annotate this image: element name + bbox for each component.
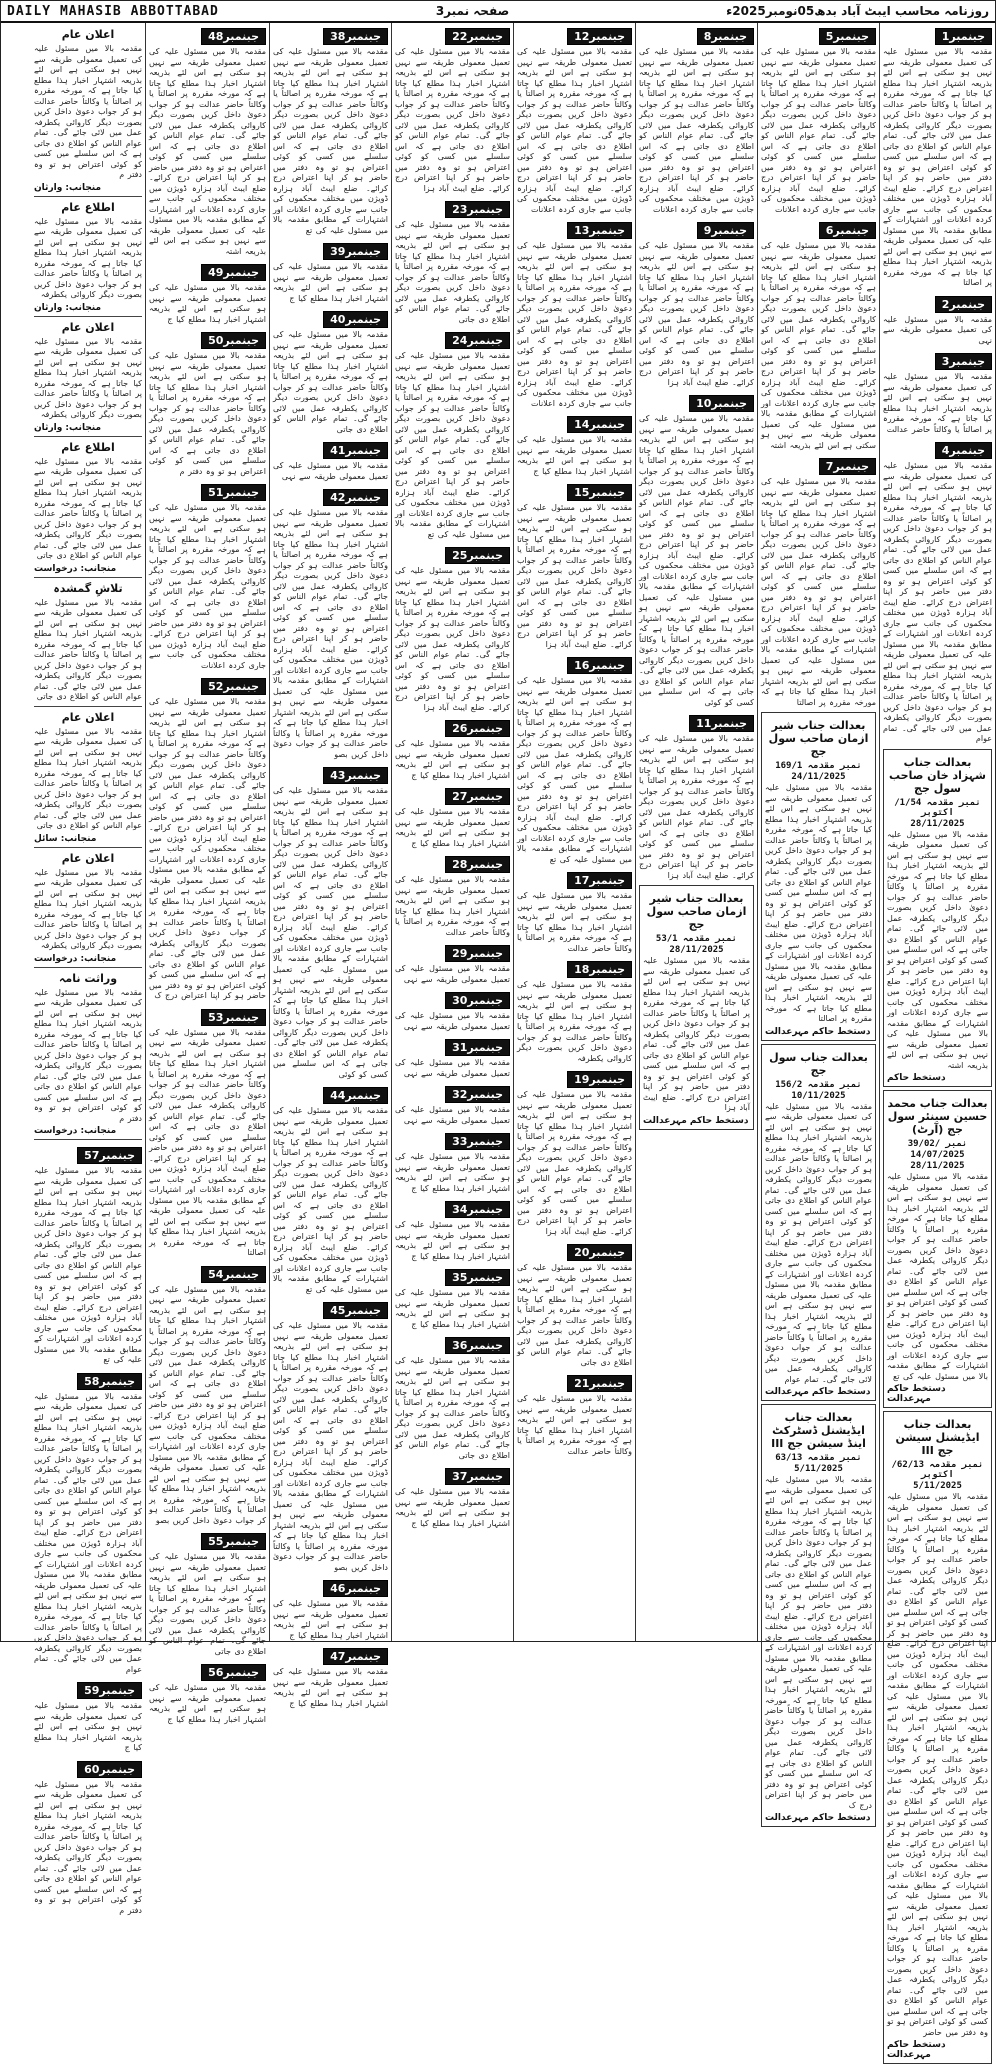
case-meta: نمبر مقدمہ 1/54/اکتوبر <box>894 797 981 818</box>
ad-number-label: جبنمبر13 <box>567 222 632 239</box>
ad-body-text: مقدمہ بالا میں مسئول علیہ کی تعمیل معمولی طریقہ سے نہیں ہو سکتی ہے اس لئے بذریعہ اشتہار اخبار ہذا مطلع کیا جاتا ہے کہ مورخہ مقررہ پر اصالتاً یا وکالتاً حاضر عدالت ہو کر جواب دعویٰ داخل کریں بصورت دیگر کاروائی یکطرفہ عمل میں لائی جائے گی۔ تمام عوام الناس کو اطلاع دی جاتی ہے کہ اس سلسلے میں کسی کو کوئی اعتراض ہو تو وہ دفتر میں حاضر ہو کر اپنا اعتراض درج کرائے۔ ضلع ایبٹ آباد ہزارہ ڈویژن میں مختلف محکموں کی جانب سے جاری کردہ اعلانات اور اشتہارات کے مطابق مقدمہ بالا میں مسئول علیہ کی تعمیل معمولی طریقہ سے نہیں ہو سکتی ہے اس لئے بذریعہ اشتہار اخبار ہذا مطلع کیا جاتا ہے کہ مورخہ مقررہ پر اصالتاً یا وکالتاً حاضر عدالت ہو کر جواب دعویٰ داخل کریں بصو <box>149 1284 266 1525</box>
ad-number-label: جبنمبر51 <box>201 484 266 501</box>
case-meta: 10/11/2025 <box>791 1090 846 1101</box>
case-meta: 14/07/2025 <box>910 1150 965 1160</box>
classified-ad <box>273 25 388 236</box>
ad-number-label: جبنمبر33 <box>445 1133 510 1150</box>
notice-body-text: مقدمہ بالا میں مسئول علیہ کی تعمیل معمولی طریقہ سے نہیں ہو سکتی ہے اس لئے بذریعہ اشتہار اخبار ہذا مطلع کیا جاتا ہے کہ مورخہ مقررہ پر اصالتاً یا وکالتاً حاضر عدالت ہو کر جواب دعویٰ داخل کریں بصورت دیگر کاروائی یکطرفہ عمل میں لائی جائے گی۔ تمام عوام الناس کو اطلاع دی جاتی ہے کہ اس سلسلے میں کسی کو کوئی اعتراض ہو تو وہ دفتر م <box>34 44 142 179</box>
divider <box>34 577 142 578</box>
ad-body-text: مقدمہ بالا میں مسئول علیہ کی تعمیل معمولی طریقہ سے نہیں ہو سکتی ہے اس لئے بذریعہ اشتہار اخبار ہذا مطلع کیا جاتا ہے کہ مورخہ مقررہ پر اصالتاً یا وکالتاً حاضر عدالت ہو کر جواب دعویٰ داخل کریں بصورت دیگر کاروائی یکطرفہ عمل میں لائی جائے گی۔ تمام عوام الناس کو اطلاع دی جاتی ہے کہ اس سلسلے میں کسی کو کوئی اعتراض ہو تو وہ دفتر میں حاضر ہو کر اپنا اعتراض درج کرائے۔ ضلع ایبٹ آباد ہزارہ ڈویژن میں مختلف محکموں کی جانب سے جاری کردہ اعلانات اور اشتہارات کے مطابق مقدمہ بالا میں مسئول علیہ کی تعمیل معمولی طریقہ سے نہیں ہو سکتی ہے اس لئے بذریعہ اشتہ <box>761 241 876 450</box>
notice-title: اعلان عام <box>61 710 115 724</box>
classified-ad <box>395 329 510 540</box>
classified-ad <box>517 1372 632 1457</box>
public-notice <box>34 711 142 848</box>
ad-body-text: مقدمہ بالا میں مسئول علیہ کی تعمیل معمولی طریقہ سے نہیں ہو سکتی ہے اس لئے بذریعہ اشتہار اخبار ہذا مطلع کیا جاتا ہے کہ مورخہ مقررہ پر اصالتاً یا وکالتاً حاضر عدالت ہو کر جواب دعویٰ داخل کریں بصورت دیگر کاروائی یکطرفہ عمل میں لائی جائے گی۔ تمام عوام الناس کو اطلاع دی جاتی ہے کہ اس سلسلے میں کسی کو کوئی اعتراض ہو تو وہ دفتر میں حاضر ہو کر اپنا اعتراض درج کرائے۔ ضلع ایبٹ آباد ہزارہ ڈویژن میں مختلف محکموں کی جانب سے جاری کردہ اعلانات اور اشتہارات کے مطابق مقدمہ بالا میں مسئول علیہ کی تعمیل معمولی طریقہ سے نہیں ہو سکتی ہے اس لئے بذریعہ اشتہار اخبار ہذا مطلع کیا جاتا ہے کہ مورخہ مقررہ پر اصالتاً یا وکالتاً حاضر عدالت ہو کر جواب دعویٰ داخل کریں بصورت دیگر کاروائی یکطرفہ عمل میں لائی جائے گی۔ تمام عوام <box>34 1391 142 1674</box>
divider <box>34 1139 142 1140</box>
court-notice <box>761 712 876 1041</box>
classified-ad <box>395 25 510 194</box>
ad-body-text: مقدمہ بالا میں مسئول علیہ کی تعمیل معمولی طریقہ سے نہیں ہو سکتی ہے اس لئے بذریعہ اشتہار اخبار ہذا مطلع کیا جاتا ہے کہ مورخہ مقررہ پر اصالتاً یا وکالتاً حاضر عدالت ہو کر جواب دعویٰ داخل کریں بصورت دیگر کاروائی یکطرفہ عمل میں لائی جائے گی۔ تمام عوام الناس کو اطلاع دی جاتی ہے کہ اس سلسلے میں کسی کو کوئی اعتراض ہو تو وہ دفتر میں حاضر ہو کر اپنا اعتراض درج کرائے۔ ضلع ایبٹ آباد ہزارہ ڈویژن میں مختلف محکموں کی جانب سے جاری کردہ اعلانات اور اشتہارات کے مطابق مقدمہ بالا میں مسئول علیہ کی تعمیل معمولی طریقہ سے نہیں ہو سکتی ہے اس لئے بذریعہ اشتہ <box>149 47 266 256</box>
classified-ad <box>517 1068 632 1237</box>
ad-number-label: جبنمبر30 <box>445 992 510 1009</box>
court-notice <box>883 1411 992 2064</box>
ad-number-label: جبنمبر53 <box>201 1009 266 1026</box>
classified-ad <box>149 1006 266 1259</box>
classified-ad <box>149 1263 266 1527</box>
columns-area <box>1 23 995 2060</box>
classified-ad <box>517 654 632 865</box>
column <box>635 23 757 1641</box>
classified-ad <box>149 261 266 325</box>
classified-ad <box>395 1465 510 1529</box>
ad-body-text: مقدمہ بالا میں مسئول علیہ کی تعمیل معمولی طریقہ سے نہیں ہو سکتی ہے اس لئے بذریعہ اشتہار اخبار ہذا مطلع کیا جاتا ہے کہ مورخہ مقررہ پر اصالتاً یا وکالتاً حاضر عدالت ہو کر جواب دعویٰ داخل کریں بصورت دیگر کاروائی یکطرفہ عمل میں لائی جائے گی۔ تمام عوام الناس کو اطلاع دی جاتی ہے کہ اس سلسلے میں کسی کو کوئی اعتراض ہو تو وہ دفتر میں حاضر ہو کر اپنا اعتراض درج کرائے۔ ضلع ایبٹ آباد ہزا <box>395 566 510 712</box>
notice-signature: منجانب: درخواست <box>34 563 117 574</box>
column <box>31 23 145 1915</box>
ad-number-label: جبنمبر31 <box>445 1039 510 1056</box>
ad-number-label: جبنمبر19 <box>567 1071 632 1088</box>
ad-number-label: جبنمبر5 <box>819 28 876 45</box>
court-body-text: مقدمہ بالا میں مسئول علیہ کی تعمیل معمولی طریقہ سے نہیں ہو سکتی ہے اس لئے بذریعہ اشتہار اخبار ہذا مطلع کیا جاتا ہے کہ مورخہ مقررہ پر اصالتاً یا وکالتاً حاضر عدالت ہو کر جواب دعویٰ داخل کریں بصورت دیگر کاروائی یکطرفہ عمل میں لائی جائے گی۔ تمام عوام الناس کو اطلاع دی جاتی ہے کہ اس سلسلے میں کسی کو کوئی اعتراض ہو تو وہ دفتر میں حاضر ہو کر اپنا اعتراض درج کرائے۔ ضلع ایبٹ آباد ہزارہ ڈویژن میں مختلف محکموں کی جانب سے جاری کردہ اعلانات اور اشتہارات کے مطابق مقدمہ بالا میں مسئول علیہ کی تعمیل معمولی طریقہ سے نہیں ہو سکتی ہے اس لئے بذریعہ اشتہار اخبار ہذا مطلع کیا جاتا ہے کہ مورخہ مقررہ پر اصالتاً یا وکالتاً حاضر عدالت ہو کر جواب دعویٰ داخل کریں بصورت دیگر کاروائی یکطرفہ عمل میں لائی جائے گی۔ تمام عوام الناس کو اطلاع دی جاتی ہے کہ اس سلسلے میں کسی کو کوئی اعتراض ہو تو وہ دفتر میں حاضر ہو کر اپنا اعتراض درج کرائے۔ ضلع ایبٹ آباد ہزارہ ڈویژن میں مختلف محکموں کی جانب سے جاری کردہ اعلانات اور اشتہارات کے مطابق مقدمہ بالا میں مسئول علیہ کی تعمیل معمولی طریقہ سے نہیں ہو سکتی ہے اس لئے بذریعہ اشتہار اخبار ہذا مطلع کیا جاتا ہے کہ مورخہ مقررہ پر اصالتاً یا وکالتاً حاضر عدالت ہو کر جواب دعویٰ داخل کریں بصورت دیگر کاروائی یکطرفہ عمل میں لائی جائے گی۔ تمام عوام الناس کو اطلاع دی جاتی ہے کہ اس سلسلے میں کسی کو کوئی اعتراض ہو تو وہ دفتر میں حاضر <box>886 1492 988 2037</box>
ad-number-label: جبنمبر1 <box>935 28 992 45</box>
classified-ad <box>639 25 754 215</box>
notice-signature: منجانب: درخواست <box>34 953 117 964</box>
ad-body-text: مقدمہ بالا میں مسئول علیہ کی تعمیل معمولی طریقہ سے نہیں ہو سکتی ہے اس لئے بذریعہ اشتہار اخبار ہذا مطلع کیا جاتا ہے کہ مورخہ مقررہ پر اصالتاً یا وکالتاً حاضر عدالت ہو کر جواب دعویٰ داخل کریں بصورت دیگر کاروائی یکطرفہ عمل میں لائی جائے گی۔ تمام عوام الناس کو اطلاع دی جاتی <box>395 220 510 324</box>
ad-body-text: مقدمہ بالا میں مسئول علیہ کی تعمیل معمولی طریقہ سے نہیں ہو سکتی ہے اس لئے بذریعہ اشتہار اخبار ہذا مطلع کیا جاتا ہے کہ مورخہ مقررہ پر اصالتاً یا وکالتاً حاضر عدالت ہو کر جواب دعویٰ داخل کریں بصورت دیگر کاروائی یکطرفہ عمل میں لائی جائے گی۔ تمام عوام الناس کو اطلاع دی جاتی ہے کہ اس سلسلے میں کسی کو کوئی اعتراض ہو تو وہ دفتر میں حاضر ہو کر اپنا اعتراض درج کرائے۔ ضلع ایبٹ آباد ہزارہ ڈویژن میں مختلف محکموں کی جانب سے جاری کردہ اعلانات اور اشتہارات کے مطابق مقدمہ بالا میں مسئول علیہ کی تع <box>395 351 510 539</box>
ad-body-text: مقدمہ بالا میں مسئول علیہ کی تعمیل معمولی طریقہ سے نہیں ہو سکتی ہے اس لئے بذریعہ اشتہار اخبار ہذا مطلع کیا جاتا ہے کہ مورخہ مقررہ پر اصالتاً یا وکالتاً حاضر عدالت ہو کر جواب دعویٰ داخل کریں بصورت دیگر کاروائی یکطرفہ عمل میں لائی جائے گی۔ تمام عوام الناس کو اطلاع دی جاتی ہے کہ اس سلسلے میں کسی کو کوئی اعتراض ہو تو وہ دفتر میں حاضر ہو کر اپنا اعتراض درج کرائے۔ ضلع ایبٹ آباد ہزارہ ڈویژن میں مختلف محکموں کی جانب سے جاری کردہ اعلانات اور اشتہارات کے مطابق مقدمہ بالا میں مسئول علیہ کی تع <box>517 676 632 864</box>
classified-ad <box>273 764 388 1080</box>
court-signature: دستخط حاکم <box>887 1073 946 1083</box>
public-notice <box>34 972 142 1141</box>
ad-number-label: جبنمبر59 <box>77 1682 142 1699</box>
ad-number-label: جبنمبر58 <box>77 1373 142 1390</box>
classified-ad <box>34 1758 142 1917</box>
classified-ad <box>273 439 388 482</box>
ad-body-text: مقدمہ بالا میں مسئول علیہ کی تعمیل معمولی طریقہ سے نہیں ہو سکتی ہے اس لئے بذریعہ اشتہار اخبار ہذا مطلع کیا جاتا ہے کہ مورخہ مقررہ پر اصالتاً یا وکالتاً حاضر عدالت <box>395 875 510 937</box>
ad-number-label: جبنمبر32 <box>445 1086 510 1103</box>
ad-body-text: مقدمہ بالا میں مسئول علیہ کی تعمیل معمولی طریقہ سے نہی <box>883 314 992 345</box>
classified-ad <box>273 486 388 760</box>
ad-number-label: جبنمبر23 <box>445 201 510 218</box>
court-notice <box>761 1044 876 1402</box>
classified-ad <box>34 1679 142 1754</box>
ad-number-label: جبنمبر38 <box>323 28 388 45</box>
court-title: بعدالت جناب شہزاد خان صاحب سول جج <box>889 755 986 795</box>
notice-title: وراثت نامہ <box>58 971 118 985</box>
classified-ad <box>883 25 992 289</box>
ad-number-label: جبنمبر20 <box>567 1244 632 1261</box>
classified-ad <box>149 1530 266 1657</box>
ad-number-label: جبنمبر11 <box>689 715 754 732</box>
ad-body-text: مقدمہ بالا میں مسئول علیہ کی تعمیل معمولی طریقہ سے نہیں ہو سکتی ہے اس لئے بذریعہ اشتہار اخبار ہذا مطلع کیا جاتا ہے کہ مورخہ مقررہ پر اصالتاً یا وکالتاً حاضر عدالت ہو کر جواب دعویٰ داخل کریں بصورت دیگر کاروائی یکطرفہ عمل میں لائی جائے گی۔ تمام عوام الناس کو اطلاع دی جاتی ہے کہ اس سلسلے میں کسی کو کوئی اعتراض ہو تو وہ دفتر میں حاضر ہو کر اپنا اعتراض درج کرائے۔ ضلع ایبٹ آباد ہزارہ ڈویژن میں مختلف محکموں کی جانب سے جاری کردہ اعلانات <box>639 47 754 214</box>
ad-body-text: مقدمہ بالا میں مسئول علیہ کی تعمیل معمولی طریقہ سے نہیں ہو سکتی ہے اس لئے بذریعہ اشتہار اخبار ہذا مطلع کیا جاتا ہے کہ مورخہ مقررہ پر اصالتاً یا وکالتاً حاضر عدالت ہو کر جواب دعویٰ داخل کریں بصورت دیگر کاروائی یکطرفہ عمل میں لائی جائے گی۔ تمام عوام الناس کو اطلاع دی جاتی ہے کہ اس سلسلے میں کسی کو کوئی اعتراض ہو تو وہ دفتر میں حاضر ہو کر اپنا اعتراض درج کرائے۔ ضلع ایبٹ آباد ہزارہ ڈویژن میں مختلف محکموں کی جانب سے جاری کردہ اعلانات اور اشتہارات کے مطابق مقدمہ بالا میں مسئول علیہ کی تعمیل معمولی طریقہ سے نہیں ہو سکتی ہے اس لئے بذریعہ اشتہار اخبار ہذا مطلع کیا جاتا ہے کہ مورخہ مقررہ پر اصالتا <box>761 477 876 707</box>
classified-ad <box>517 413 632 477</box>
ad-number-label: جبنمبر21 <box>567 1375 632 1392</box>
ad-body-text: مقدمہ بالا میں مسئول علیہ کی تعمیل معمولی طریقہ سے نہیں ہو سکتی ہے اس لئے بذریعہ اشتہار اخبار ہذا مطلع کیا ج <box>149 283 266 324</box>
ad-body-text: مقدمہ بالا میں مسئول علیہ کی تعمیل معمولی طریقہ سے نہیں ہو سکتی ہے اس لئے بذریعہ اشتہار اخبار ہذا مطلع کیا جاتا ہے کہ مورخہ مقررہ پر اصالتاً یا وکالتاً حاضر عدالت ہو کر جواب دعویٰ داخل کریں بصورت دیگر کاروائی یکطرفہ عمل میں لائی جائے گی۔ تمام عوام الناس کو اطلاع دی جاتی ہے کہ اس سلسلے میں کسی کو کوئی اعتراض ہو تو وہ دفتر میں حاضر ہو کر اپنا اعتراض درج کرائے۔ ضلع ایبٹ آباد ہزارہ ڈویژن میں مختلف محکموں کی جانب سے جاری کردہ اعلانات اور اشتہارات کے مطابق مقدمہ بالا میں مسئول علیہ کی تعمیل معمولی طریقہ سے نہیں ہو سکتی ہے اس لئے بذریعہ اشتہار اخبار ہذا مطلع کیا جاتا ہے کہ مورخہ مقررہ پر اصالتا <box>149 1027 266 1257</box>
ad-body-text: مقدمہ بالا میں مسئول علیہ کی تعمیل معمولی طریقہ سے نہیں ہو سکتی ہے اس لئے بذریعہ اشتہار اخبار ہذا مطلع کیا جاتا ہے کہ مورخہ مقررہ پر اصالتاً یا وکالتاً حاضر عدالت <box>517 1394 632 1456</box>
classified-ad <box>395 544 510 713</box>
classified-ad <box>883 350 992 435</box>
divider <box>34 316 142 317</box>
ad-body-text: مقدمہ بالا میں مسئول علیہ کی تعمیل معمولی طریقہ سے نہیں ہو سکتی ہے اس لئے بذریعہ اشتہار اخبار ہذا مطلع کیا جاتا ہے کہ مورخہ مقررہ پر اصالتاً یا وکالتاً حاضر عدالت <box>883 372 992 434</box>
ad-number-label: جبنمبر12 <box>567 28 632 45</box>
ad-body-text: مقدمہ بالا میں مسئول علیہ کی تعمیل معمولی طریقہ سے نہیں ہو سکتی ہے اس لئے بذریعہ اشتہار اخبار ہذا مطلع کیا ج <box>395 1220 510 1261</box>
classified-ad <box>395 1198 510 1262</box>
ad-body-text: مقدمہ بالا میں مسئول علیہ کی تعمیل معمولی طریقہ سے نہیں ہو سکتی ہے اس لئے بذریعہ اشتہار اخبار ہذا مطلع کیا جاتا ہے کہ مورخہ مقررہ پر اصالتاً یا وکالتاً حاضر عدالت ہو کر جواب دعویٰ داخل کریں بصورت دیگر کاروائی یکطرفہ عمل میں لائی جائے گی۔ تمام عوام الناس کو اطلاع دی جاتی ہے کہ اس سلسلے میں کسی کو کوئی اعتراض ہو تو وہ دفتر میں حاضر ہو کر اپنا اعتراض درج کرائے۔ ضلع ایبٹ آباد ہزا <box>639 734 754 880</box>
ad-number-label: جبنمبر41 <box>323 442 388 459</box>
classified-ad <box>395 717 510 781</box>
classified-ad <box>395 1083 510 1126</box>
ad-body-text: مقدمہ بالا میں مسئول علیہ کی تعمیل معمولی طریقہ سے نہیں ہو سکتی ہے اس لئے بذریعہ اشتہار اخبار ہذا مطلع کیا ج <box>395 1152 510 1193</box>
ad-body-text: مقدمہ بالا میں مسئول علیہ کی تعمیل معمولی طریقہ سے نہیں ہو سکتی ہے اس لئے بذریعہ اشتہار اخبار ہذا مطلع کیا جاتا ہے کہ مورخہ مقررہ پر اصالتاً یا وکالتاً حاضر عدالت ہو کر جواب دعویٰ داخل کریں بصورت دیگر کاروائی یکطرفہ عمل میں لائی جائے گی۔ تمام عوام الناس کو اطلاع دی جاتی ہے کہ اس سلسلے میں کسی کو کوئی اعتراض ہو تو وہ دفتر میں حاضر ہو کر اپنا اعتراض درج کرائے۔ ضلع ایبٹ آباد ہزارہ ڈویژن میں مختلف محکموں کی جانب سے جاری کردہ اعلانات <box>517 241 632 408</box>
court-signature: دستخط حاکم مہرعدالت <box>765 1026 871 1037</box>
ad-number-label: جبنمبر54 <box>201 1266 266 1283</box>
divider <box>34 967 142 968</box>
case-meta: 28/11/2025 <box>910 1161 965 1171</box>
ad-body-text: مقدمہ بالا میں مسئول علیہ کی تعمیل معمولی طریقہ سے نہیں ہو سکتی ہے اس لئے بذریعہ اشتہار اخبار ہذا مطلع کیا جاتا ہے کہ مورخہ مقررہ پر اصالتاً یا وکالتاً حاضر عدالت ہو کر جواب دعویٰ داخل کریں بصورت دیگر کاروائی یکطرفہ عمل میں لائی جائے گی۔ تمام عوام الناس کو اطلاع دی جاتی ہے کہ اس سلسلے میں کسی کو کوئی اعتراض ہو تو وہ دفتر میں حاضر ہو کر اپنا اعتراض درج کرائے۔ ضلع ایبٹ آباد ہزارہ ڈویژن میں مختلف محکموں کی جانب سے جاری کردہ اعلانات اور اشتہارات کے مطابق مقدمہ بالا میں مسئول علیہ کی تعمیل معمولی طریقہ سے نہیں ہو سکتی ہے اس لئے بذریعہ اشتہار اخبار ہذا مطلع کیا جاتا ہے کہ مورخہ مقررہ پر اصالتاً یا وکالتاً حاضر عدالت ہو کر جواب دعویٰ داخل کریں بصورت دیگر کاروائی یکطرفہ عمل میں لائی جائے گی۔ تمام عوام الناس کو اطلاع دی جاتی ہے کہ اس سلسلے میں کسی کو کوئی <box>272 786 388 1079</box>
notice-signature: منجانب: وارثان <box>34 302 102 313</box>
ad-body-text: مقدمہ بالا میں مسئول علیہ کی تعمیل معمولی طریقہ سے نہیں ہو سکتی ہے اس لئے بذریعہ اشتہار اخبار ہذا مطلع کیا جاتا ہے کہ مورخہ مقررہ پر اصالتاً یا وکالتاً حاضر عدالت ہو کر جواب دعویٰ داخل کریں بصورت دیگر کاروائی یکطرفہ عمل میں لائی جائے گی۔ تمام عوام الناس کو اطلاع دی جاتی ہے کہ اس سلسلے میں کسی کو کوئی اعتراض ہو تو وہ دفتر میں حاضر ہو کر اپنا اعتراض درج کرائے۔ ضلع ایبٹ آباد ہزارہ ڈویژن میں مختلف محکموں کی جانب سے جاری کردہ اعلانات اور اشتہارات کے مطابق مقدمہ بالا میں مسئول علیہ کی تعمیل معمولی طریقہ سے نہیں ہو سکتی ہے اس لئے بذریعہ اشتہار اخبار ہذا مطلع کیا جاتا ہے کہ مورخہ مقررہ پر اصالتاً یا وکالتاً حاضر عدالت ہو کر جواب دعویٰ داخل کریں بصورت دیگر کاروائی یکطرفہ عمل میں لائی جائے گی۔ تمام عوام <box>883 461 992 743</box>
notice-title: اعلان عام <box>61 851 115 865</box>
ad-body-text: مقدمہ بالا میں مسئول علیہ کی تعمیل معمولی طریقہ سے نہیں ہو سکتی ہے اس لئے بذریعہ اشتہار اخبار ہذا مطلع کیا جاتا ہے کہ مورخہ مقررہ پر اصالتاً یا وکالتاً حاضر عدالت ہو کر جواب دعویٰ داخل کریں بصورت دیگر کاروائی یکطرفہ عمل میں لائی جائے گی۔ تمام عوام الناس کو اطلاع دی جاتی <box>395 1356 510 1460</box>
ad-body-text: مقدمہ بالا میں مسئول علیہ کی تعمیل معمولی طریقہ سے نہیں ہو سکتی ہے اس لئے بذریعہ اشتہار اخبار ہذا مطلع کیا جاتا ہے کہ مورخہ مقررہ پر اصالتاً یا وکالتاً حاضر عدالت ہو کر جواب دعویٰ داخل کریں بصورت دیگر کاروائی یکطرفہ عمل میں لائی جائے گی۔ تمام عوام الناس کو اطلاع دی جاتی ہے کہ اس سلسلے میں کسی کو کوئی اعتراض ہو تو وہ دفتر میں حاضر ہو کر اپنا اعتراض درج کرائے۔ ضلع ایبٹ آباد ہزارہ ڈویژن میں مختلف محکموں کی جانب سے جاری کردہ اعلانات اور اشتہارات کے مطابق مقدمہ بالا میں مسئول علیہ کی تعمیل معمولی طریقہ سے نہیں ہو سکتی ہے اس لئے بذریعہ اشتہار اخبار ہذا مطلع کیا جاتا ہے کہ مورخہ مقررہ پر اصالتاً یا وکالتاً حاضر عدالت ہو کر جواب دعویٰ داخل کریں بصورت دیگر کاروائی یکطرفہ عمل میں لائی جائے گی۔ تمام عوام الناس کو اطلاع دی جاتی ہے کہ اس سلسلے میں کسی کو کوئی اعتراض ہو تو وہ دفتر میں حاضر ہو کر اپنا اعتراض درج ک <box>149 697 266 1000</box>
ad-number-label: جبنمبر9 <box>697 222 754 239</box>
notice-signature: منجانب: درخواست <box>34 1126 117 1136</box>
ad-body-text: مقدمہ بالا میں مسئول علیہ کی تعمیل معمولی طریقہ سے نہی <box>273 461 388 481</box>
ad-number-label: جبنمبر26 <box>445 720 510 737</box>
ad-body-text: مقدمہ بالا میں مسئول علیہ کی تعمیل معمولی طریقہ سے نہیں ہو سکتی ہے اس لئے بذریعہ اشتہار اخبار ہذا مطلع کیا جاتا ہے کہ مورخہ مقررہ پر اصالتاً یا وکالتاً حاضر عدالت ہو کر جواب دعویٰ داخل کریں بصورت دیگر کاروائی یکطرفہ عمل میں لائی جائے گی۔ تمام عوام الناس کو اطلاع دی جاتی ہے کہ اس سلسلے میں کسی کو کوئی اعتراض ہو تو وہ دفتر میں حاضر ہو کر اپنا اعتراض درج کرائے۔ ضلع ایبٹ آباد ہزارہ ڈویژن میں مختلف محکموں کی جانب سے جاری کردہ اعلانات اور اشتہارات کے مطابق مقدمہ بالا میں مسئول علیہ کی تعمیل معمولی طریقہ سے نہیں ہو سکتی ہے اس لئے بذریعہ اشتہار اخبار ہذا مطلع کیا جاتا ہے کہ مورخہ مقررہ پر اصالتاً یا وکالتاً حاضر عدالت ہو کر جواب دعویٰ داخل کریں بصورت دیگر کاروائی یکطرفہ عمل میں لائی جائے گی۔ تمام عوام الناس کو اطلاع دی جاتی ہے کہ اس سلسلے میں کسی کو کوئی <box>638 414 754 707</box>
ad-number-label: جبنمبر8 <box>697 28 754 45</box>
ad-number-label: جبنمبر24 <box>445 332 510 349</box>
ad-number-label: جبنمبر35 <box>445 1269 510 1286</box>
court-body-text: مقدمہ بالا میں مسئول علیہ کی تعمیل معمولی طریقہ سے نہیں ہو سکتی ہے اس لئے بذریعہ اشتہار اخبار ہذا مطلع کیا جاتا ہے کہ مورخہ مقررہ پر اصالتاً یا وکالتاً حاضر عدالت ہو کر جواب دعویٰ داخل کریں بصورت دیگر کاروائی یکطرفہ عمل میں لائی جائے گی۔ تمام عوام الناس کو اطلاع دی جاتی ہے کہ اس سلسلے میں کسی کو کوئی اعتراض ہو تو وہ دفتر میں حاضر ہو کر اپنا اعتراض درج کرائے۔ ضلع ایبٹ آباد ہزارہ ڈویژن میں مختلف محکموں کی جانب سے جاری کردہ اعلانات اور اشتہارات کے مطابق مقدمہ بالا میں مسئول علیہ کی تعمیل معمولی طریقہ سے نہیں ہو سکتی ہے اس لئے بذریعہ اشتہ <box>886 829 988 1070</box>
case-meta: 28/11/2025 <box>910 818 965 829</box>
ad-body-text: مقدمہ بالا میں مسئول علیہ کی تعمیل معمولی طریقہ سے نہیں ہو سکتی ہے اس لئے بذریعہ اشتہار اخبار ہذا مطلع کیا جاتا ہے کہ مورخہ مقررہ پر اصالتاً یا وکالتاً حاضر عدالت ہو کر جواب دعویٰ داخل کریں بصورت دیگر کاروائی یکطرفہ عمل میں لائی جائے گی۔ تمام عوام الناس کو اطلاع دی جاتی ہے کہ اس سلسلے میں کسی کو کوئی اعتراض ہو تو وہ دفتر م <box>149 351 266 476</box>
ad-number-label: جبنمبر18 <box>567 961 632 978</box>
court-title: بعدالت جناب شیر ازمان صاحب سول جج <box>646 892 747 931</box>
notice-title: اطلاع عام <box>61 440 115 454</box>
ad-number-label: جبنمبر4 <box>935 442 992 459</box>
case-meta: 28/11/2025 <box>669 945 724 955</box>
ad-number-label: جبنمبر29 <box>445 945 510 962</box>
ad-body-text: مقدمہ بالا میں مسئول علیہ کی تعمیل معمولی طریقہ سے نہیں ہو سکتی ہے اس لئے بذریعہ اشتہار اخبار ہذا مطلع کیا جاتا ہے کہ مورخہ مقررہ پر اصالتاً یا وکالتاً حاضر عدالت ہو کر جواب دعویٰ داخل کریں بصورت دیگر کاروائی یکطرفہ عمل میں لائی جائے گی۔ تمام عوام الناس کو اطلاع دی جاتی ہے کہ اس سلسلے میں کسی کو کوئی اعتراض ہو تو وہ دفتر میں حاضر ہو کر اپنا اعتراض درج کرائے۔ ضلع ایبٹ آباد ہزارہ ڈویژن میں مختلف محکموں کی جانب سے جاری کردہ اعلانات <box>149 503 266 670</box>
ad-body-text: مقدمہ بالا میں مسئول علیہ کی تعمیل معمولی طریقہ سے نہیں ہو سکتی ہے اس لئے بذریعہ اشتہار اخبار ہذا مطلع کیا ج <box>395 1288 510 1329</box>
ad-number-label: جبنمبر46 <box>323 1580 388 1597</box>
notice-signature: منجانب: وارثان <box>34 422 102 433</box>
ad-number-label: جبنمبر16 <box>567 657 632 674</box>
ad-body-text: مقدمہ بالا میں مسئول علیہ کی تعمیل معمولی طریقہ سے نہیں ہو سکتی ہے اس لئے بذریعہ اشتہار اخبار ہذا مطلع کیا جاتا ہے کہ مورخہ مقررہ پر اصالتاً یا وکالتاً حاضر عدالت ہو کر جواب دعویٰ داخل کریں بصورت دیگر کاروائی یکطرفہ عمل میں لائی جائے گی۔ تمام عوام الناس کو اطلاع دی جاتی ہے کہ اس سلسلے میں کسی کو کوئی اعتراض ہو تو وہ دفتر میں حاضر ہو کر اپنا اعتراض درج کرائے۔ ضلع ایبٹ آباد ہزارہ ڈویژن میں مختلف محکموں کی جانب سے جاری کردہ اعلانات اور اشتہارات کے مطابق مقدمہ بالا میں مسئول علیہ کی تع <box>34 1166 142 1364</box>
notice-title: اعلان عام <box>61 28 115 41</box>
masthead-name: DAILY MAHASIB ABBOTTABAD <box>7 3 219 19</box>
classified-ad <box>517 25 632 215</box>
classified-ad <box>395 942 510 985</box>
ad-number-label: جبنمبر22 <box>445 28 510 45</box>
column <box>391 23 513 1641</box>
divider <box>34 706 142 707</box>
divider <box>34 196 142 197</box>
ad-body-text: مقدمہ بالا میں مسئول علیہ کی تعمیل معمولی طریقہ سے نہی <box>395 1105 510 1125</box>
classified-ad <box>639 392 754 708</box>
ad-number-label: جبنمبر6 <box>819 222 876 239</box>
ad-number-label: جبنمبر43 <box>323 767 388 784</box>
ad-number-label: جبنمبر17 <box>567 872 632 889</box>
court-signature: دستخط حاکم مہرعدالت <box>765 1813 871 1823</box>
ad-body-text: مقدمہ بالا میں مسئول علیہ کی تعمیل معمولی طریقہ سے نہیں ہو سکتی ہے اس لئے بذریعہ اشتہار اخبار ہذا مطلع کیا جاتا ہے کہ مورخہ مقررہ پر اصالتاً یا وکالتاً حاضر عدالت ہو کر جواب دعویٰ داخل کریں بصورت دیگر کاروائی یکطرفہ عمل میں لائی جائے گی۔ تمام عوام الناس کو اطلاع دی جاتی ہے کہ اس سلسلے میں کسی کو کوئی اعتراض ہو تو وہ دفتر میں حاضر ہو کر اپنا اعتراض درج کرائے۔ ضلع ایبٹ آباد ہزا <box>517 503 632 649</box>
case-meta: 24/11/2025 <box>791 772 846 782</box>
ad-number-label: جبنمبر57 <box>77 1147 142 1164</box>
court-title: بعدالت جناب سول جج <box>769 1050 868 1077</box>
ad-body-text: مقدمہ بالا میں مسئول علیہ کی تعمیل معمولی طریقہ سے نہیں ہو سکتی ہے اس لئے بذریعہ اشتہار اخبار ہذا مطلع کیا جاتا ہے کہ مورخہ مقررہ پر اصالتاً یا وکالتاً حاضر عدالت ہو کر جواب دعویٰ داخل کریں بصورت دیگر کاروائی یکطرفہ عمل میں لائی جائے گی۔ تمام عوام الناس کو اطلاع دی جاتی ہے کہ اس سلسلے میں کسی کو کوئی اعتراض ہو تو وہ دفتر میں حاضر ہو کر اپنا اعتراض درج کرائے۔ ضلع ایبٹ آباد ہزارہ ڈویژن میں مختلف محکموں کی جانب سے جاری کردہ اعلانات اور اشتہارات کے مطابق مقدمہ بالا میں مسئول علیہ کی تعمیل معمولی طریقہ سے نہیں ہو سکتی ہے اس لئے بذریعہ اشتہار اخبار ہذا مطلع کیا جاتا ہے کہ مورخہ مقررہ پر اصالتاً یا وکالتاً حاضر عدالت ہو کر جواب دعویٰ داخل کریں بصو <box>273 508 388 759</box>
court-notice <box>883 749 992 1088</box>
court-signature: دستخط حاکم مہرعدالت <box>887 2040 946 2060</box>
ad-body-text: مقدمہ بالا میں مسئول علیہ کی تعمیل معمولی طریقہ سے نہیں ہو سکتی ہے اس لئے بذریعہ اشتہار اخبار ہذا مطلع کیا جاتا ہے کہ مورخہ مقررہ پر اصالتاً یا وکالتاً حاضر عدالت ہو کر جواب دعویٰ داخل کریں بصورت دیگر کاروائی یکطرفہ عمل میں لائی جائے گی۔ تمام عوام الناس کو اطلاع دی جاتی ہے کہ اس سلسلے میں کسی کو کوئی اعتراض ہو تو وہ دفتر میں حاضر ہو کر اپنا اعتراض درج کرائے۔ ضلع ایبٹ آباد ہزارہ ڈویژن میں مختلف محکموں کی جانب سے جاری کردہ اعلانات <box>761 47 876 214</box>
case-meta: 156/2 نمبر مقدمہ <box>775 1079 862 1090</box>
classified-ad <box>273 240 388 304</box>
ad-body-text: مقدمہ بالا میں مسئول علیہ کی تعمیل معمولی طریقہ سے نہیں ہو سکتی ہے اس لئے بذریعہ اشتہار اخبار ہذا مطلع کیا جاتا ہے کہ مورخہ مقررہ پر اصالتاً یا وکالتاً حاضر عدالت ہو کر جواب دعویٰ داخل کریں بصورت دیگر کاروائی یکطرفہ عمل میں لائی جائے گی۔ تمام عوام الناس کو اطلاع دی جاتی ہے کہ اس سلسلے میں کسی کو کوئی اعتراض ہو تو وہ دفتر میں حاضر ہو کر اپنا اعتراض درج کرائے۔ ضلع ایبٹ آباد ہزا <box>395 47 510 193</box>
notice-body-text: مقدمہ بالا میں مسئول علیہ کی تعمیل معمولی طریقہ سے نہیں ہو سکتی ہے اس لئے بذریعہ اشتہار اخبار ہذا مطلع کیا جاتا ہے کہ مورخہ مقررہ پر اصالتاً یا وکالتاً حاضر عدالت ہو کر جواب دعویٰ داخل کریں بصورت دیگر کاروائی یکطرفہ <box>34 216 142 299</box>
classified-ad <box>395 1334 510 1461</box>
ad-body-text: مقدمہ بالا میں مسئول علیہ کی تعمیل معمولی طریقہ سے نہیں ہو سکتی ہے اس لئے بذریعہ اشتہار اخبار ہذا مطلع کیا جاتا ہے کہ مورخہ مقررہ پر اصالتاً یا وکالتاً حاضر عدالت ہو کر جواب دعویٰ داخل کریں بصورت دیگر کاروائی یکطرفہ عمل میں لائی جائے گی۔ تمام عوام الناس کو اطلاع دی جاتی ہے کہ اس سلسلے میں کسی کو کوئی اعتراض ہو تو وہ دفتر م <box>34 1779 142 1915</box>
classified-ad <box>395 1130 510 1194</box>
classified-ad <box>34 1144 142 1366</box>
ad-number-label: جبنمبر40 <box>323 311 388 328</box>
masthead <box>1 1 995 23</box>
public-notice <box>34 582 142 707</box>
classified-ad <box>273 1084 388 1295</box>
ad-number-label: جبنمبر48 <box>201 28 266 45</box>
classified-ad <box>273 308 388 435</box>
ad-number-label: جبنمبر56 <box>201 1664 266 1681</box>
court-signature: دستخط حاکم مہرعدالت <box>643 1115 749 1126</box>
ad-body-text: مقدمہ بالا میں مسئول علیہ کی تعمیل معمولی طریقہ سے نہیں ہو سکتی ہے اس لئے بذریعہ اشتہار اخبار ہذا مطلع کیا جاتا ہے کہ مورخہ مقررہ پر اصالتاً یا وکالتاً حاضر عدالت ہو کر جواب دعویٰ داخل کریں بصورت دیگر کاروائی یکطرفہ عمل میں لائی جائے گی۔ تمام عوام الناس کو اطلاع دی جاتی <box>273 330 388 434</box>
classified-ad <box>395 785 510 849</box>
ad-number-label: جبنمبر37 <box>445 1468 510 1485</box>
ad-body-text: مقدمہ بالا میں مسئول علیہ کی تعمیل معمولی طریقہ سے نہیں ہو سکتی ہے اس لئے بذریعہ اشتہار اخبار ہذا مطلع کیا جاتا ہے کہ مورخہ مقررہ پر اصالتاً یا وکالتاً حاضر عدالت ہو کر جواب دعویٰ داخل کریں بصورت دیگر کاروائی یکطرفہ عمل میں لائی جائے گی۔ تمام عوام الناس کو اطلاع دی جاتی ہے کہ اس سلسلے میں کسی کو کوئی اعتراض ہو تو وہ دفتر میں حاضر ہو کر اپنا اعتراض درج کرائے۔ ضلع ایبٹ آباد ہزارہ ڈویژن میں مختلف محکموں کی جانب سے جاری کردہ اعلانات اور اشتہارات کے مطابق مقدمہ بالا میں مسئول علیہ کی تع <box>273 47 388 235</box>
classified-ad <box>273 1645 388 1709</box>
ad-number-label: جبنمبر25 <box>445 547 510 564</box>
notice-title: تلاشِ گمشدہ <box>53 581 123 595</box>
notice-body-text: مقدمہ بالا میں مسئول علیہ کی تعمیل معمولی طریقہ سے نہیں ہو سکتی ہے اس لئے بذریعہ اشتہار اخبار ہذا مطلع کیا جاتا ہے کہ مورخہ مقررہ پر اصالتاً یا وکالتاً حاضر عدالت ہو کر جواب دعویٰ داخل کریں بصورت دیگر کاروائی یکطرفہ <box>34 336 142 419</box>
notice-body-text: مقدمہ بالا میں مسئول علیہ کی تعمیل معمولی طریقہ سے نہیں ہو سکتی ہے اس لئے بذریعہ اشتہار اخبار ہذا مطلع کیا جاتا ہے کہ مورخہ مقررہ پر اصالتاً یا وکالتاً حاضر عدالت ہو کر جواب دعویٰ داخل کریں بصورت دیگر کاروائی یکطرفہ عمل میں لائی جائے گی۔ تمام عوام الناس کو اطلاع دی جاتی <box>34 597 142 701</box>
notice-signature: منجانب: سائل <box>34 833 97 844</box>
ad-body-text: مقدمہ بالا میں مسئول علیہ کی تعمیل معمولی طریقہ سے نہیں ہو سکتی ہے اس لئے بذریعہ اشتہار اخبار ہذا مطلع کیا جاتا ہے کہ مورخہ مقررہ پر اصالتاً یا وکالتاً حاضر عدالت ہو کر جواب دعویٰ داخل کریں بصورت دیگر کاروائی یکطرفہ عمل میں لائی جائے گی۔ تمام عوام الناس کو اطلاع دی جاتی ہے کہ اس سلسلے میں کسی کو کوئی اعتراض ہو تو وہ دفتر میں حاضر ہو کر اپنا اعتراض درج کرائے۔ ضلع ایبٹ آباد ہزارہ ڈویژن میں مختلف محکموں کی جانب سے جاری کردہ اعلانات اور اشتہارات کے مطابق مقدمہ بالا میں مسئول علیہ کی تعمیل معمولی طریقہ سے نہیں ہو سکتی ہے اس لئے بذریعہ اشتہار اخبار ہذا مطلع کیا جاتا ہے کہ مورخہ مقررہ پر اصالتا <box>883 47 992 287</box>
classified-ad <box>395 1266 510 1330</box>
ad-number-label: جبنمبر49 <box>201 264 266 281</box>
ad-number-label: جبنمبر34 <box>445 1201 510 1218</box>
court-title: بعدالت جناب ایڈیشنل سیشن جج III <box>895 1418 980 1457</box>
classified-ad <box>517 869 632 954</box>
ad-body-text: مقدمہ بالا میں مسئول علیہ کی تعمیل معمولی طریقہ سے نہیں ہو سکتی ہے اس لئے بذریعہ اشتہار اخبار ہذا مطلع کیا جاتا ہے کہ مورخہ مقررہ پر اصالتاً یا وکالتاً حاضر عدالت ہو کر جواب دعویٰ داخل کریں بصورت دیگر کاروائی یکطرفہ عمل میں لائی جائے گی۔ تمام عوام الناس کو اطلاع دی جاتی <box>517 1263 632 1367</box>
ad-number-label: جبنمبر45 <box>323 1302 388 1319</box>
court-body-text: مقدمہ بالا میں مسئول علیہ کی تعمیل معمولی طریقہ سے نہیں ہو سکتی ہے اس لئے بذریعہ اشتہار اخبار ہذا مطلع کیا جاتا ہے کہ مورخہ مقررہ پر اصالتاً یا وکالتاً حاضر عدالت ہو کر جواب دعویٰ داخل کریں بصورت دیگر کاروائی یکطرفہ عمل میں لائی جائے گی۔ تمام عوام الناس کو اطلاع دی جاتی ہے کہ اس سلسلے میں کسی کو کوئی اعتراض ہو تو وہ دفتر میں حاضر ہو کر اپنا اعتراض درج کرائے۔ ضلع ایبٹ آباد ہزا <box>643 956 750 1112</box>
ad-body-text: مقدمہ بالا میں مسئول علیہ کی تعمیل معمولی طریقہ سے نہیں ہو سکتی ہے اس لئے بذریعہ اشتہار اخبار ہذا مطلع کیا جاتا ہے کہ مورخہ مقررہ پر اصالتاً یا وکالتاً حاضر عدالت <box>517 891 632 953</box>
court-title: بعدالت جناب محمد حسین سینئر سول جج (آرٹ) <box>887 1097 988 1136</box>
notice-body-text: مقدمہ بالا میں مسئول علیہ کی تعمیل معمولی طریقہ سے نہیں ہو سکتی ہے اس لئے بذریعہ اشتہار اخبار ہذا مطلع کیا جاتا ہے کہ مورخہ مقررہ پر اصالتاً یا وکالتاً حاضر عدالت ہو کر جواب دعویٰ داخل کریں بصورت دیگر کاروائی یکطرفہ <box>34 867 142 950</box>
public-notice <box>34 201 142 317</box>
court-body-text: مقدمہ بالا میں مسئول علیہ کی تعمیل معمولی طریقہ سے نہیں ہو سکتی ہے اس لئے بذریعہ اشتہار اخبار ہذا مطلع کیا جاتا ہے کہ مورخہ مقررہ پر اصالتاً یا وکالتاً حاضر عدالت ہو کر جواب دعویٰ داخل کریں بصورت دیگر کاروائی یکطرفہ عمل میں لائی جائے گی۔ تمام عوام الناس کو اطلاع دی جاتی ہے کہ اس سلسلے میں کسی کو کوئی اعتراض ہو تو وہ دفتر میں حاضر ہو کر اپنا اعتراض درج کرائے۔ ضلع ایبٹ آباد ہزارہ ڈویژن میں مختلف محکموں کی جانب سے جاری کردہ اعلانات اور اشتہارات کے مطابق مقدمہ بالا میں مسئول علیہ کی تع <box>886 1172 988 1381</box>
ad-number-label: جبنمبر28 <box>445 856 510 873</box>
ad-number-label: جبنمبر60 <box>77 1761 142 1778</box>
ad-body-text: مقدمہ بالا میں مسئول علیہ کی تعمیل معمولی طریقہ سے نہی <box>395 1011 510 1031</box>
column <box>269 23 391 1708</box>
ad-body-text: مقدمہ بالا میں مسئول علیہ کی تعمیل معمولی طریقہ سے نہیں ہو سکتی ہے اس لئے بذریعہ اشتہار اخبار ہذا مطلع کیا جاتا ہے کہ مورخہ مقررہ پر اصالتاً یا وکالتاً حاضر عدالت ہو کر جواب دعویٰ داخل کریں بصورت دیگر کاروائی یکطرفہ عمل میں لائی جائے گی۔ تمام عوام الناس کو اطلاع دی جاتی ہے کہ اس سلسلے میں کسی کو کوئی اعتراض ہو تو وہ دفتر میں حاضر ہو کر اپنا اعتراض درج کرائے۔ ضلع ایبٹ آباد ہزارہ ڈویژن میں مختلف محکموں کی جانب سے جاری کردہ اعلانات <box>517 47 632 214</box>
classified-ad <box>761 25 876 215</box>
classified-ad <box>517 219 632 409</box>
case-meta: 5/11/2025 <box>913 1481 962 1491</box>
classified-ad <box>639 219 754 388</box>
classified-ad <box>395 989 510 1032</box>
ad-body-text: مقدمہ بالا میں مسئول علیہ کی تعمیل معمولی طریقہ سے نہیں ہو سکتی ہے اس لئے بذریعہ اشتہار اخبار ہذا مطلع کیا ج <box>517 435 632 476</box>
classified-ad <box>149 1661 266 1725</box>
ad-number-label: جبنمبر3 <box>935 353 992 370</box>
public-notice <box>34 321 142 437</box>
classified-ad <box>639 712 754 881</box>
ad-body-text: مقدمہ بالا میں مسئول علیہ کی تعمیل معمولی طریقہ سے نہیں ہو سکتی ہے اس لئے بذریعہ اشتہار اخبار ہذا مطلع کیا ج <box>273 1667 388 1708</box>
case-meta: 5/11/2025 <box>794 1464 843 1474</box>
notice-body-text: مقدمہ بالا میں مسئول علیہ کی تعمیل معمولی طریقہ سے نہیں ہو سکتی ہے اس لئے بذریعہ اشتہار اخبار ہذا مطلع کیا جاتا ہے کہ مورخہ مقررہ پر اصالتاً یا وکالتاً حاضر عدالت ہو کر جواب دعویٰ داخل کریں بصورت دیگر کاروائی یکطرفہ عمل میں لائی جائے گی۔ تمام عوام الناس کو اطلاع دی جاتی <box>34 726 142 830</box>
column <box>879 23 995 2060</box>
ad-number-label: جبنمبر36 <box>445 1337 510 1354</box>
ad-number-label: جبنمبر39 <box>323 243 388 260</box>
classified-ad <box>149 675 266 1002</box>
case-meta: 53/1 نمبر مقدمہ <box>655 934 738 944</box>
classified-ad <box>273 1299 388 1573</box>
column <box>145 23 269 1724</box>
classified-ad <box>883 293 992 347</box>
court-notice <box>639 885 754 1130</box>
notice-title: اطلاع عام <box>61 200 115 214</box>
classified-ad <box>883 439 992 745</box>
court-title: بعدالت جناب شیر ازمان صاحب سول جج <box>768 719 869 758</box>
ad-body-text: مقدمہ بالا میں مسئول علیہ کی تعمیل معمولی طریقہ سے نہیں ہو سکتی ہے اس لئے بذریعہ اشتہار اخبار ہذا مطلع کیا ج <box>273 262 388 303</box>
classified-ad <box>517 1241 632 1368</box>
case-meta: نمبر مقدمہ 62/13/ اکتوبر <box>891 1460 984 1480</box>
ad-body-text: مقدمہ بالا میں مسئول علیہ کی تعمیل معمولی طریقہ سے نہیں ہو سکتی ہے اس لئے بذریعہ اشتہار اخبار ہذا مطلع کیا ج <box>395 807 510 848</box>
ad-number-label: جبنمبر10 <box>689 395 754 412</box>
ad-body-text: مقدمہ بالا میں مسئول علیہ کی تعمیل معمولی طریقہ سے نہیں ہو سکتی ہے اس لئے بذریعہ اشتہار اخبار ہذا مطلع کیا ج <box>34 1701 142 1752</box>
ad-body-text: مقدمہ بالا میں مسئول علیہ کی تعمیل معمولی طریقہ سے نہیں ہو سکتی ہے اس لئے بذریعہ اشتہار اخبار ہذا مطلع کیا جاتا ہے کہ مورخہ مقررہ پر اصالتاً یا وکالتاً حاضر عدالت ہو کر جواب دعویٰ داخل کریں بصورت دیگر کاروائی یکطرفہ عمل میں لائی جائے گی۔ تمام عوام الناس کو اطلاع دی جاتی ہے کہ اس سلسلے میں کسی کو کوئی اعتراض ہو تو وہ دفتر میں حاضر ہو کر اپنا اعتراض درج کرائے۔ ضلع ایبٹ آباد ہزارہ ڈویژن میں مختلف محکموں کی جانب سے جاری کردہ اعلانات اور اشتہارات کے مطابق مقدمہ بالا میں مسئول علیہ کی تعمیل معمولی طریقہ سے نہیں ہو سکتی ہے اس لئے بذریعہ اشتہار اخبار ہذا مطلع کیا جاتا ہے کہ مورخہ مقررہ پر اصالتاً یا وکالتاً حاضر عدالت ہو کر جواب دعویٰ داخل کریں بصو <box>273 1321 388 1572</box>
ad-number-label: جبنمبر50 <box>201 332 266 349</box>
ad-body-text: مقدمہ بالا میں مسئول علیہ کی تعمیل معمولی طریقہ سے نہیں ہو سکتی ہے اس لئے بذریعہ اشتہار اخبار ہذا مطلع کیا ج <box>149 1683 266 1724</box>
ad-body-text: مقدمہ بالا میں مسئول علیہ کی تعمیل معمولی طریقہ سے نہیں ہو سکتی ہے اس لئے بذریعہ اشتہار اخبار ہذا مطلع کیا جاتا ہے کہ مورخہ مقررہ پر اصالتاً یا وکالتاً حاضر عدالت ہو کر جواب دعویٰ داخل کریں بصورت دیگر کاروائی یکطرفہ عمل میں لائی جائے گی۔ تمام عوام الناس کو اطلاع دی جاتی ہے کہ اس سلسلے میں کسی کو کوئی اعتراض ہو تو وہ دفتر میں حاضر ہو کر اپنا اعتراض درج کرائے۔ ضلع ایبٹ آباد ہزا <box>517 1090 632 1236</box>
court-body-text: مقدمہ بالا میں مسئول علیہ کی تعمیل معمولی طریقہ سے نہیں ہو سکتی ہے اس لئے بذریعہ اشتہار اخبار ہذا مطلع کیا جاتا ہے کہ مورخہ مقررہ پر اصالتاً یا وکالتاً حاضر عدالت ہو کر جواب دعویٰ داخل کریں بصورت دیگر کاروائی یکطرفہ عمل میں لائی جائے گی۔ تمام عوام الناس کو اطلاع دی جاتی ہے کہ اس سلسلے میں کسی کو کوئی اعتراض ہو تو وہ دفتر میں حاضر ہو کر اپنا اعتراض درج کرائے۔ ضلع ایبٹ آباد ہزارہ ڈویژن میں مختلف محکموں کی جانب سے جاری کردہ اعلانات اور اشتہارات کے مطابق مقدمہ بالا میں مسئول علیہ کی تعمیل معمولی طریقہ سے نہیں ہو سکتی ہے اس لئے بذریعہ اشتہار اخبار ہذا مطلع کیا جاتا ہے کہ مورخہ مقررہ پر اصالتاً یا وکالتاً حاضر عدالت ہو کر جواب دعویٰ داخل کریں بصورت دیگر کاروائی یکطرفہ عمل میں لائی جائے گی۔ تمام عوام <box>765 1101 872 1384</box>
column <box>757 23 879 1823</box>
ad-body-text: مقدمہ بالا میں مسئول علیہ کی تعمیل معمولی طریقہ سے نہیں ہو سکتی ہے اس لئے بذریعہ اشتہار اخبار ہذا مطلع کیا جاتا ہے کہ مورخہ مقررہ پر اصالتاً یا وکالتاً حاضر عدالت ہو کر جواب دعویٰ داخل کریں بصورت دیگر کاروائی یکطرفہ <box>517 980 632 1063</box>
classified-ad <box>517 481 632 650</box>
ad-body-text: مقدمہ بالا میں مسئول علیہ کی تعمیل معمولی طریقہ سے نہی <box>395 1058 510 1078</box>
court-title: بعدالت جناب ایڈیشنل ڈسٹرکٹ اینڈ سیشن جج III <box>771 1411 866 1450</box>
ad-body-text: مقدمہ بالا میں مسئول علیہ کی تعمیل معمولی طریقہ سے نہی <box>395 964 510 984</box>
ad-number-label: جبنمبر14 <box>567 416 632 433</box>
court-body-text: مقدمہ بالا میں مسئول علیہ کی تعمیل معمولی طریقہ سے نہیں ہو سکتی ہے اس لئے بذریعہ اشتہار اخبار ہذا مطلع کیا جاتا ہے کہ مورخہ مقررہ پر اصالتاً یا وکالتاً حاضر عدالت ہو کر جواب دعویٰ داخل کریں بصورت دیگر کاروائی یکطرفہ عمل میں لائی جائے گی۔ تمام عوام الناس کو اطلاع دی جاتی ہے کہ اس سلسلے میں کسی کو کوئی اعتراض ہو تو وہ دفتر میں حاضر ہو کر اپنا اعتراض درج کرائے۔ ضلع ایبٹ آباد ہزارہ ڈویژن میں مختلف محکموں کی جانب سے جاری کردہ اعلانات اور اشتہارات کے مطابق مقدمہ بالا میں مسئول علیہ کی تعمیل معمولی طریقہ سے نہیں ہو سکتی ہے اس لئے بذریعہ اشتہار اخبار ہذا مطلع کیا جاتا ہے کہ مورخہ مقررہ پر اصالتاً یا وکالتاً حاضر عدالت ہو کر جواب دعویٰ داخل کریں بصورت دیگر کاروائی یکطرفہ عمل میں لائی جائے گی۔ تمام عوام الناس کو اطلاع دی جاتی ہے کہ اس سلسلے میں کسی کو کوئی اعتراض ہو تو وہ دفتر میں حاضر ہو کر اپنا اعتراض درج ک <box>765 1475 872 1810</box>
court-notice <box>761 1404 876 1827</box>
ad-number-label: جبنمبر44 <box>323 1087 388 1104</box>
public-notice <box>34 441 142 578</box>
classified-ad <box>761 219 876 451</box>
divider <box>34 436 142 437</box>
ad-number-label: جبنمبر2 <box>935 296 992 313</box>
notice-title: اعلان عام <box>61 320 115 334</box>
case-meta: 169/1 نمبر مقدمہ <box>775 761 862 771</box>
ad-body-text: مقدمہ بالا میں مسئول علیہ کی تعمیل معمولی طریقہ سے نہیں ہو سکتی ہے اس لئے بذریعہ اشتہار اخبار ہذا مطلع کیا جاتا ہے کہ مورخہ مقررہ پر اصالتاً یا وکالتاً حاضر عدالت ہو کر جواب دعویٰ داخل کریں بصورت دیگر کاروائی یکطرفہ عمل میں لائی جائے گی۔ تمام عوام الناس کو اطلاع دی جاتی ہے کہ اس سلسلے میں کسی کو کوئی اعتراض ہو تو وہ دفتر میں حاضر ہو کر اپنا اعتراض درج کرائے۔ ضلع ایبٹ آباد ہزا <box>639 241 754 387</box>
ad-body-text: مقدمہ بالا میں مسئول علیہ کی تعمیل معمولی طریقہ سے نہیں ہو سکتی ہے اس لئے بذریعہ اشتہار اخبار ہذا مطلع کیا ج <box>273 1599 388 1640</box>
ad-number-label: جبنمبر27 <box>445 788 510 805</box>
notice-body-text: مقدمہ بالا میں مسئول علیہ کی تعمیل معمولی طریقہ سے نہیں ہو سکتی ہے اس لئے بذریعہ اشتہار اخبار ہذا مطلع کیا جاتا ہے کہ مورخہ مقررہ پر اصالتاً یا وکالتاً حاضر عدالت ہو کر جواب دعویٰ داخل کریں بصورت دیگر کاروائی یکطرفہ عمل میں لائی جائے گی۔ تمام عوام الناس کو اطلاع دی جاتی <box>34 456 142 560</box>
classified-ad <box>149 481 266 671</box>
court-signature: دستخط حاکم مہرعدالت <box>765 1387 871 1397</box>
classified-ad <box>34 1370 142 1676</box>
classified-ad <box>149 329 266 477</box>
ad-body-text: مقدمہ بالا میں مسئول علیہ کی تعمیل معمولی طریقہ سے نہیں ہو سکتی ہے اس لئے بذریعہ اشتہار اخبار ہذا مطلع کیا جاتا ہے کہ مورخہ مقررہ پر اصالتاً یا وکالتاً حاضر عدالت ہو کر جواب دعویٰ داخل کریں بصورت دیگر کاروائی یکطرفہ عمل میں لائی جائے گی۔ تمام عوام الناس کو اطلاع دی جاتی ہے کہ اس سلسلے میں کسی کو کوئی اعتراض ہو تو وہ دفتر میں حاضر ہو کر اپنا اعتراض درج کرائے۔ ضلع ایبٹ آباد ہزارہ ڈویژن میں مختلف محکموں کی جانب سے جاری کردہ اعلانات اور اشتہارات کے مطابق مقدمہ بالا میں مسئول علیہ کی تع <box>273 1106 388 1294</box>
public-notice <box>34 852 142 968</box>
notice-signature: منجانب: وارثان <box>34 182 102 193</box>
case-meta: 39/02/ نمبر <box>907 1139 968 1149</box>
ad-number-label: جبنمبر55 <box>201 1533 266 1550</box>
masthead-date: روزنامہ محاسب ایبٹ آباد بدھ05نومبر2025ء <box>726 4 989 18</box>
ad-body-text: مقدمہ بالا میں مسئول علیہ کی تعمیل معمولی طریقہ سے نہیں ہو سکتی ہے اس لئے بذریعہ اشتہار اخبار ہذا مطلع کیا ج <box>395 1487 510 1528</box>
classified-ad <box>517 958 632 1064</box>
column <box>513 23 635 1641</box>
ad-number-label: جبنمبر7 <box>819 458 876 475</box>
ad-number-label: جبنمبر15 <box>567 484 632 501</box>
classified-ad <box>395 853 510 938</box>
ad-body-text: مقدمہ بالا میں مسئول علیہ کی تعمیل معمولی طریقہ سے نہیں ہو سکتی ہے اس لئے بذریعہ اشتہار اخبار ہذا مطلع کیا جاتا ہے کہ مورخہ مقررہ پر اصالتاً یا وکالتاً حاضر عدالت ہو کر جواب دعویٰ داخل کریں بصورت دیگر کاروائی یکطرفہ عمل میں لائی جائے گی۔ تمام عوام الناس کو اطلاع دی جاتی <box>149 1552 266 1656</box>
ad-number-label: جبنمبر52 <box>201 678 266 695</box>
divider <box>34 847 142 848</box>
case-meta: 63/13 نمبر مقدمہ <box>775 1453 862 1463</box>
page-number: صفحہ نمبر3 <box>435 4 510 18</box>
classified-ad <box>395 1036 510 1079</box>
court-body-text: مقدمہ بالا میں مسئول علیہ کی تعمیل معمولی طریقہ سے نہیں ہو سکتی ہے اس لئے بذریعہ اشتہار اخبار ہذا مطلع کیا جاتا ہے کہ مورخہ مقررہ پر اصالتاً یا وکالتاً حاضر عدالت ہو کر جواب دعویٰ داخل کریں بصورت دیگر کاروائی یکطرفہ عمل میں لائی جائے گی۔ تمام عوام الناس کو اطلاع دی جاتی ہے کہ اس سلسلے میں کسی کو کوئی اعتراض ہو تو وہ دفتر میں حاضر ہو کر اپنا اعتراض درج کرائے۔ ضلع ایبٹ آباد ہزارہ ڈویژن میں مختلف محکموں کی جانب سے جاری کردہ اعلانات اور اشتہارات کے مطابق مقدمہ بالا میں مسئول علیہ کی تعمیل معمولی طریقہ سے نہیں ہو سکتی ہے اس لئے بذریعہ اشتہار اخبار ہذا مطلع کیا جاتا ہے کہ مورخہ مقررہ پر اصالتا <box>765 783 872 1023</box>
court-signature: دستخط حاکم مہرعدالت <box>887 1384 946 1404</box>
notice-body-text: مقدمہ بالا میں مسئول علیہ کی تعمیل معمولی طریقہ سے نہیں ہو سکتی ہے اس لئے بذریعہ اشتہار اخبار ہذا مطلع کیا جاتا ہے کہ مورخہ مقررہ پر اصالتاً یا وکالتاً حاضر عدالت ہو کر جواب دعویٰ داخل کریں بصورت دیگر کاروائی یکطرفہ عمل میں لائی جائے گی۔ تمام عوام الناس کو اطلاع دی جاتی ہے کہ اس سلسلے میں کسی کو کوئی اعتراض ہو تو وہ دفتر م <box>34 987 142 1123</box>
court-notice <box>883 1090 992 1408</box>
classified-ad <box>395 198 510 325</box>
classified-ad <box>761 455 876 708</box>
classified-ad <box>149 25 266 257</box>
classified-ad <box>273 1577 388 1641</box>
ad-body-text: مقدمہ بالا میں مسئول علیہ کی تعمیل معمولی طریقہ سے نہیں ہو سکتی ہے اس لئے بذریعہ اشتہار اخبار ہذا مطلع کیا ج <box>395 739 510 780</box>
ad-number-label: جبنمبر47 <box>323 1648 388 1665</box>
ad-number-label: جبنمبر42 <box>323 489 388 506</box>
public-notice <box>34 28 142 197</box>
